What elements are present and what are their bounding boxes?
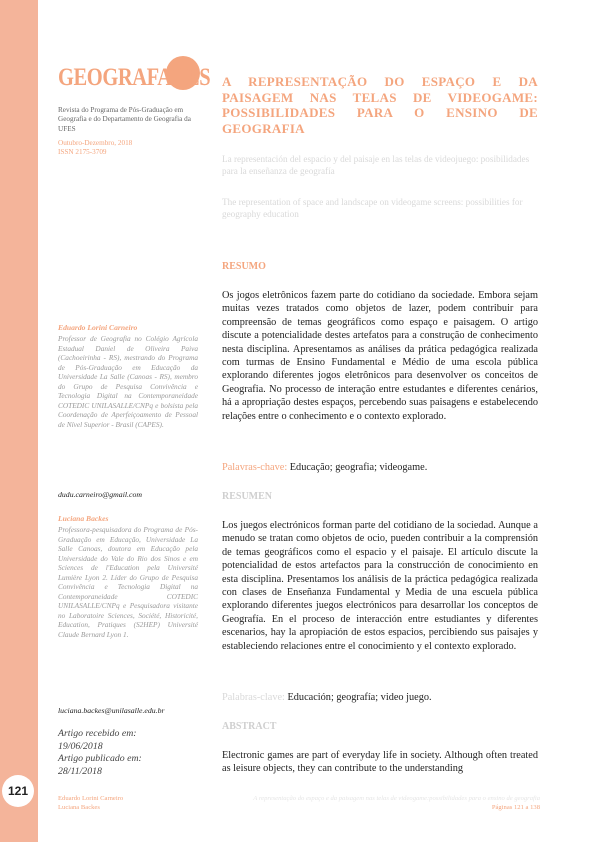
footer-title: A representação do espaço e da paisagem nas telas de videogame:possibilidades para o ensino de geografia bbox=[253, 795, 540, 802]
resumo-heading: RESUMO bbox=[222, 261, 266, 272]
article-title-spanish: La representación del espacio y del paisaje en las telas de videojuego: posibilidades para la enseñanza de geografía bbox=[222, 154, 530, 176]
resumen-keywords bbox=[222, 691, 538, 704]
published-date: 28/11/2018 bbox=[58, 765, 102, 777]
keywords-value: Educación; geografía; video juego. bbox=[287, 692, 432, 703]
footer-author: Luciana Backes bbox=[58, 804, 100, 811]
author-email-link[interactable]: dudu.carneiro@gmail.com bbox=[58, 490, 142, 499]
author-email-link[interactable]: luciana.backes@unilasalle.edu.br bbox=[58, 706, 165, 715]
issue-date: Outubro-Dezembro, 2018 bbox=[58, 139, 133, 147]
resumo-keywords bbox=[222, 461, 538, 474]
abstract-heading: ABSTRACT bbox=[222, 721, 277, 732]
journal-issue bbox=[58, 139, 206, 157]
resumen-text: Los juegos electrónicos forman parte del cotidiano de la sociedad. Aunque a menudo se tratan como objetos de ocio, pueden contribuir a la comprensión de temas geográficos como el espacio y el paisaje. El artículo discute la potencialidad de estos artefactos para la construcción de conocimiento en esta disciplina. Presentamos los análisis de la práctica pedagógica realizada con clases de Enseñanza Fundamental y Media de una escuela pública explorando diferentes juegos electrónicos para desarrollar los conceptos de Geografía. En el proceso de interacción entre estudiantes y diferentes escenarios, hay la apropiación de estos espacios, percibiendo sus paisajes y estableciendo relaciones entre el conocimiento y el contexto explorado. bbox=[222, 520, 538, 652]
page-number-badge: 121 bbox=[2, 775, 34, 807]
logo-text: GEOGRAFARES bbox=[58, 64, 211, 91]
article-dates bbox=[58, 728, 198, 778]
author-name: Eduardo Lorini Carneiro bbox=[58, 323, 138, 332]
article-title-english: The representation of space and landscape on videogame screens: possibilities for geography education bbox=[222, 197, 523, 219]
journal-description: Revista do Programa de Pós-Graduação em Geografia e do Departamento de Geografia da UFES bbox=[58, 106, 191, 133]
published-label: Artigo publicado em: bbox=[58, 753, 142, 765]
received-label: Artigo recebido em: bbox=[58, 728, 137, 739]
footer-running-title bbox=[200, 794, 540, 812]
received-date: 19/06/2018 bbox=[58, 740, 103, 752]
footer-author: Eduardo Lorini Carneiro bbox=[58, 795, 124, 802]
author-bio: Professora-pesquisadora do Programa de Pós-Graduação em Educação, Universidade La Salle Canoas, doutora em Educação pela Universidade do Vale do Rio dos Sinos e em Sciences de l'Education pela Université Lumière Lyon 2. Líder do Grupo de Pesquisa Convivência e Tecnologia Digital na Contemporaneidade COTEDIC UNILASALLE/CNPq e Pesquisadora visitante no Laboratoire Sciences, Société, Historicité, Education, Pratiques (S2HEP) Université Claude Bernard Lyon 1. bbox=[58, 525, 198, 639]
keywords-value: Educação; geografia; videogame. bbox=[289, 462, 428, 473]
abstract-text: Electronic games are part of everyday life in society. Although often treated as leisure objects, they can contribute to the understanding bbox=[222, 750, 538, 775]
keywords-label: Palavras-chave: bbox=[222, 462, 288, 473]
journal-logo bbox=[58, 60, 211, 100]
article-title: A REPRESENTAÇÃO DO ESPAÇO E DA PAISAGEM NAS TELAS DE VIDEOGAME: POSSIBILIDADES PARA O ENSINO DE GEOGRAFIA bbox=[222, 74, 538, 136]
resumo-text: Os jogos eletrônicos fazem parte do cotidiano da sociedade. Embora sejam muitas vezes tratados como objetos de lazer, podem contribuir para compreensão de temas geográficos como espaço e paisagem. O artigo discute a potencialidade destes artefatos para a construção de conhecimento nesta disciplina. Apresentamos as análises da prática pedagógica realizada com turmas de Ensino Fundamental e Médio de uma escola pública explorando diferentes jogos eletrônicos para desenvolver os conceitos de Geografia. No processo de interação entre estudantes e diferentes cenários, há a apropriação destes espaços, percebendo suas paisagens e estabelecendo relações entre o conhecimento e o contexto explorado. bbox=[222, 290, 538, 422]
resumen-heading: RESUMEN bbox=[222, 491, 273, 502]
left-sidebar-band bbox=[0, 0, 38, 842]
footer-authors bbox=[58, 794, 123, 812]
issn: ISSN 2175-3709 bbox=[58, 148, 107, 156]
footer-pages: Páginas 121 a 138 bbox=[491, 804, 540, 811]
author-bio: Professor de Geografia no Colégio Agrícola Estadual Daniel de Oliveira Paiva (Cachoeirinha - RS), mestrando do Programa de Pós-Graduação em Educação da Universidade La Salle (Canoas - RS), membro do Grupo de Pesquisa Convivência e Tecnologia Digital na Contemporaneidade COTEDIC UNILASALLE/CNPq e bolsista pela Coordenação de Aperfeiçoamento de Pessoal de Nível Superior - Brasil (CAPES). bbox=[58, 334, 198, 429]
author-name: Luciana Backes bbox=[58, 514, 109, 523]
keywords-label: Palabras-clave: bbox=[222, 692, 285, 703]
